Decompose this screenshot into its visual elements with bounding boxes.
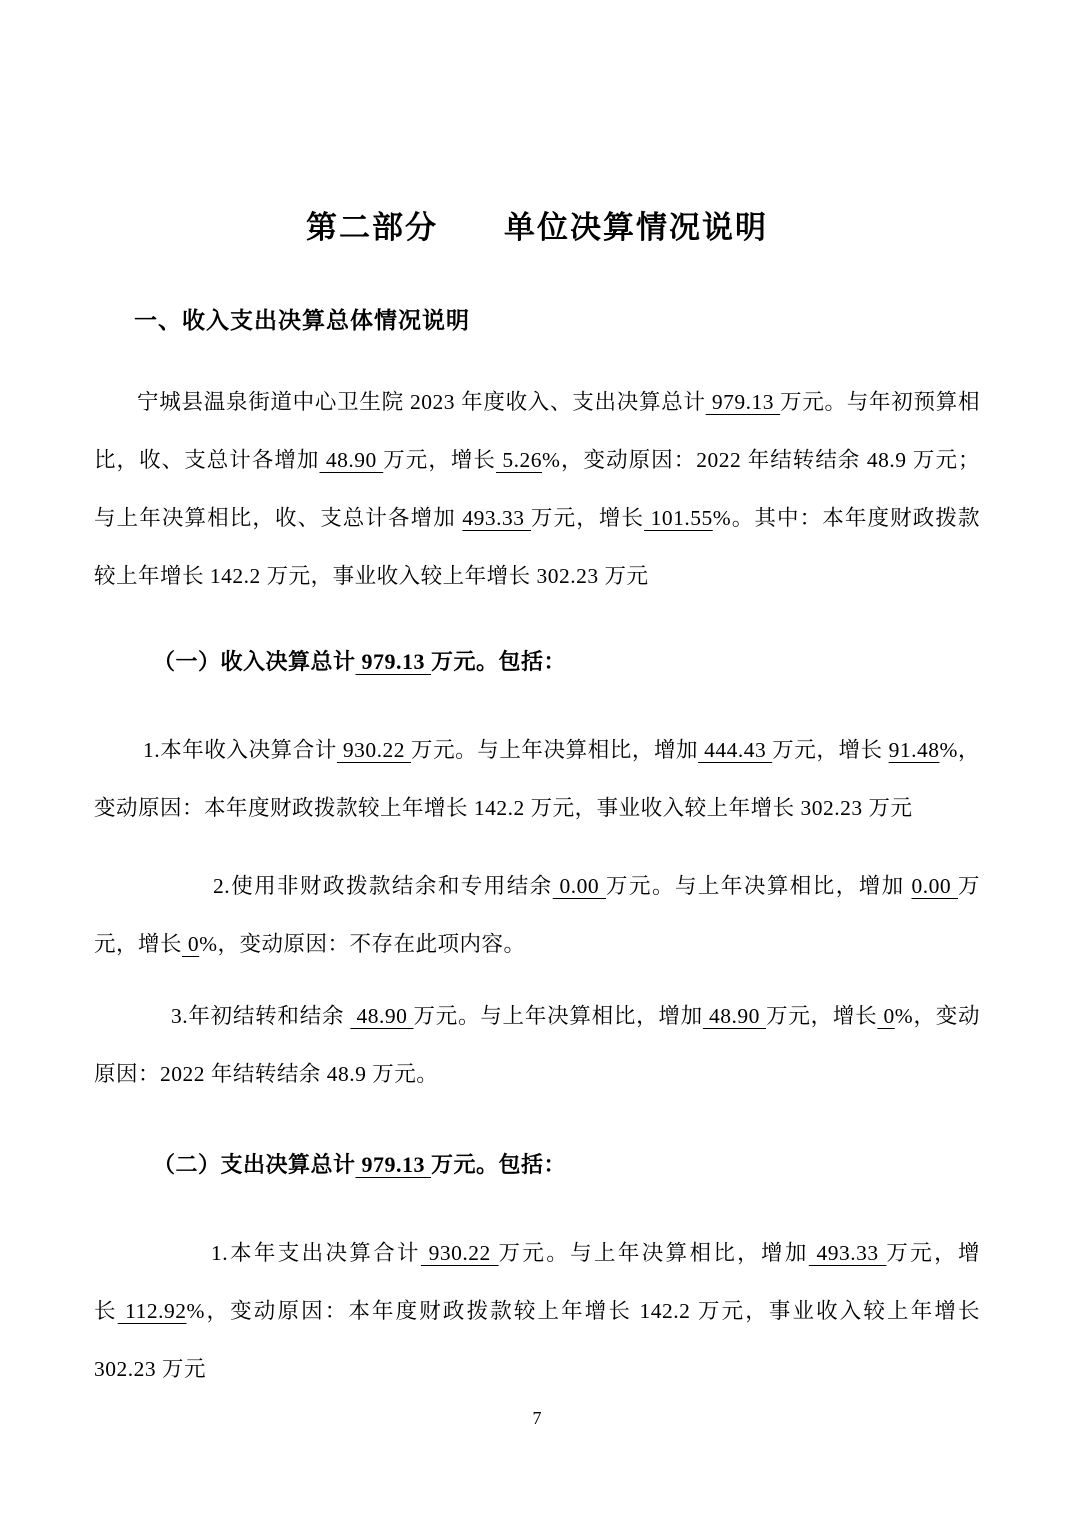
text-run: %，变动原因：2022 年结转结余 48.9 万元；与上年决算相比，收、支总计各增加	[94, 448, 981, 530]
text-run: 万元。与年初预算相比，收、支总计各增加	[94, 390, 980, 472]
subheading-expenditure-total	[94, 1136, 980, 1194]
text-run: 万元，增长	[531, 506, 645, 530]
text-run: 万元，增长	[94, 1241, 980, 1323]
text-run: 万元。与上年决算相比，增加	[606, 874, 912, 898]
text-run: %，变动原因：本年度财政拨款较上年增长 142.2 万元，事业收入较上年增长 302.23 万元	[94, 738, 980, 820]
section-heading-overview: 一、收入支出决算总体情况说明	[134, 308, 470, 333]
text-run: 万元，增长	[772, 738, 889, 762]
underlined-value: 493.33	[808, 1241, 887, 1265]
text-run: （一）收入决算总计	[153, 649, 356, 674]
underlined-value: 979.13	[705, 390, 781, 414]
underlined-value: 979.13	[355, 649, 432, 674]
underlined-value: 979.13	[355, 1152, 432, 1177]
text-run: 万元。包括：	[431, 1152, 567, 1177]
text-run: 万元。与上年决算相比，增加	[413, 1004, 703, 1028]
underlined-value: 112.92	[117, 1299, 187, 1323]
text-run: %，变动原因：2022 年结转结余 48.9 万元。	[94, 1004, 980, 1086]
underlined-value: 0.00	[552, 874, 607, 898]
document-title: 第二部分 单位决算情况说明	[306, 210, 768, 245]
paragraph-expenditure-current-year	[94, 1224, 980, 1398]
text-run: 万元，增长	[383, 448, 496, 472]
text-run: 3.年初结转和结余	[171, 1004, 351, 1028]
underlined-value: 48.90	[319, 448, 384, 472]
text-run: 宁城县温泉街道中心卫生院 2023 年度收入、支出决算总计	[137, 390, 706, 414]
underlined-value: 493.33	[462, 506, 532, 530]
subheading-income-total	[94, 633, 980, 691]
text-run: 1.本年收入决算合计	[143, 738, 337, 762]
underlined-value: 48.90	[702, 1004, 767, 1028]
page-number: 7	[532, 1408, 542, 1428]
text-run: 万元。与上年决算相比，增加	[498, 1241, 809, 1265]
text-run: %。其中：本年度财政拨款较上年增长 142.2 万元，事业收入较上年增长 302.23 万元	[94, 506, 980, 588]
text-run: %，变动原因：不存在此项内容。	[199, 932, 526, 956]
underlined-value: 5.26	[495, 448, 543, 472]
text-run: 2.使用非财政拨款结余和专用结余	[213, 874, 553, 898]
underlined-value: 0	[182, 932, 200, 956]
underlined-value: 91.48	[888, 738, 940, 762]
underlined-value: 0	[877, 1004, 895, 1028]
text-run: 1.本年支出决算合计	[211, 1241, 421, 1265]
text-run: （二）支出决算总计	[153, 1152, 356, 1177]
paragraph-income-carryover	[94, 987, 980, 1103]
underlined-value: 444.43	[698, 738, 773, 762]
paragraph-income-current-year	[94, 721, 980, 837]
underlined-value: 0.00	[911, 874, 958, 898]
underlined-value: 930.22	[336, 738, 411, 762]
text-run: 万元。包括：	[431, 649, 567, 674]
underlined-value: 48.90	[350, 1004, 414, 1028]
text-run: %，变动原因：本年度财政拨款较上年增长 142.2 万元，事业收入较上年增长 302.23 万元	[94, 1299, 980, 1381]
paragraph-overview-total	[94, 373, 980, 605]
text-run: 万元，增长	[94, 874, 981, 956]
text-run: 万元。与上年决算相比，增加	[410, 738, 699, 762]
underlined-value: 930.22	[420, 1241, 499, 1265]
text-run: 万元，增长	[766, 1004, 878, 1028]
underlined-value: 101.55	[644, 506, 713, 530]
paragraph-income-nonfiscal-surplus	[94, 857, 980, 973]
